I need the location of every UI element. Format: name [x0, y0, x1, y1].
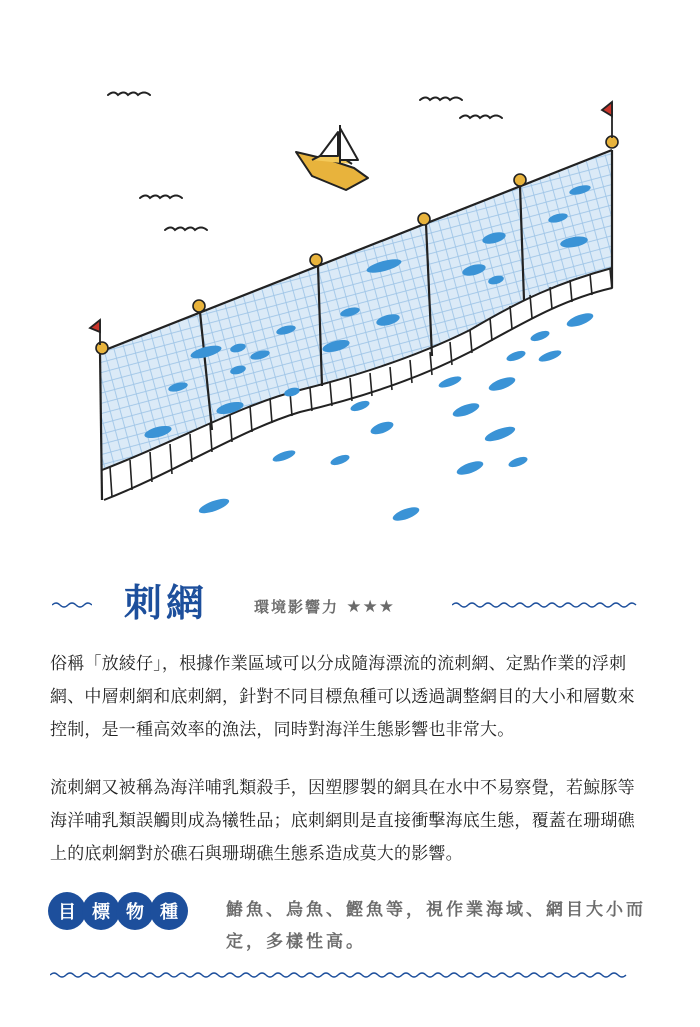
target-species-text: 鰆魚、烏魚、鰹魚等，視作業海域、網目大小而定，多樣性高。 — [226, 900, 646, 952]
description-paragraph: 俗稱「放綾仔」，根據作業區域可以分成隨海漂流的流刺網、定點作業的浮刺網、中層刺網和底刺網，針對不同目標魚種可以透過調整網目的大小和層數來控制，是一種高效率的漁法，同時對海洋生態影響也非常大。 — [50, 654, 635, 740]
badge-char: 標 — [82, 892, 120, 930]
impact-label: 環境影響力 — [254, 598, 340, 616]
title-row — [0, 570, 700, 630]
badge-char: 種 — [150, 892, 188, 930]
badge-char: 物 — [116, 892, 154, 930]
wave-divider-bottom — [50, 970, 640, 980]
target-species-badge — [48, 892, 184, 930]
star-rating-icon: ★★★ — [346, 597, 395, 617]
impact-paragraph: 流刺網又被稱為海洋哺乳類殺手，因塑膠製的網具在水中不易察覺，若鯨豚等海洋哺乳類誤觸則成為犧牲品；底刺網則是直接衝擊海底生態，覆蓋在珊瑚礁上的底刺網對於礁石與珊瑚礁生態系造成莫大的影響。 — [50, 778, 635, 864]
badge-char: 目 — [48, 892, 86, 930]
net — [100, 150, 612, 500]
wave-divider-right — [452, 600, 640, 610]
impact-rating — [254, 596, 395, 617]
wave-divider-left — [52, 600, 92, 610]
page-title: 刺網 — [124, 581, 209, 625]
target-species — [48, 892, 648, 962]
boat-icon — [296, 125, 368, 190]
